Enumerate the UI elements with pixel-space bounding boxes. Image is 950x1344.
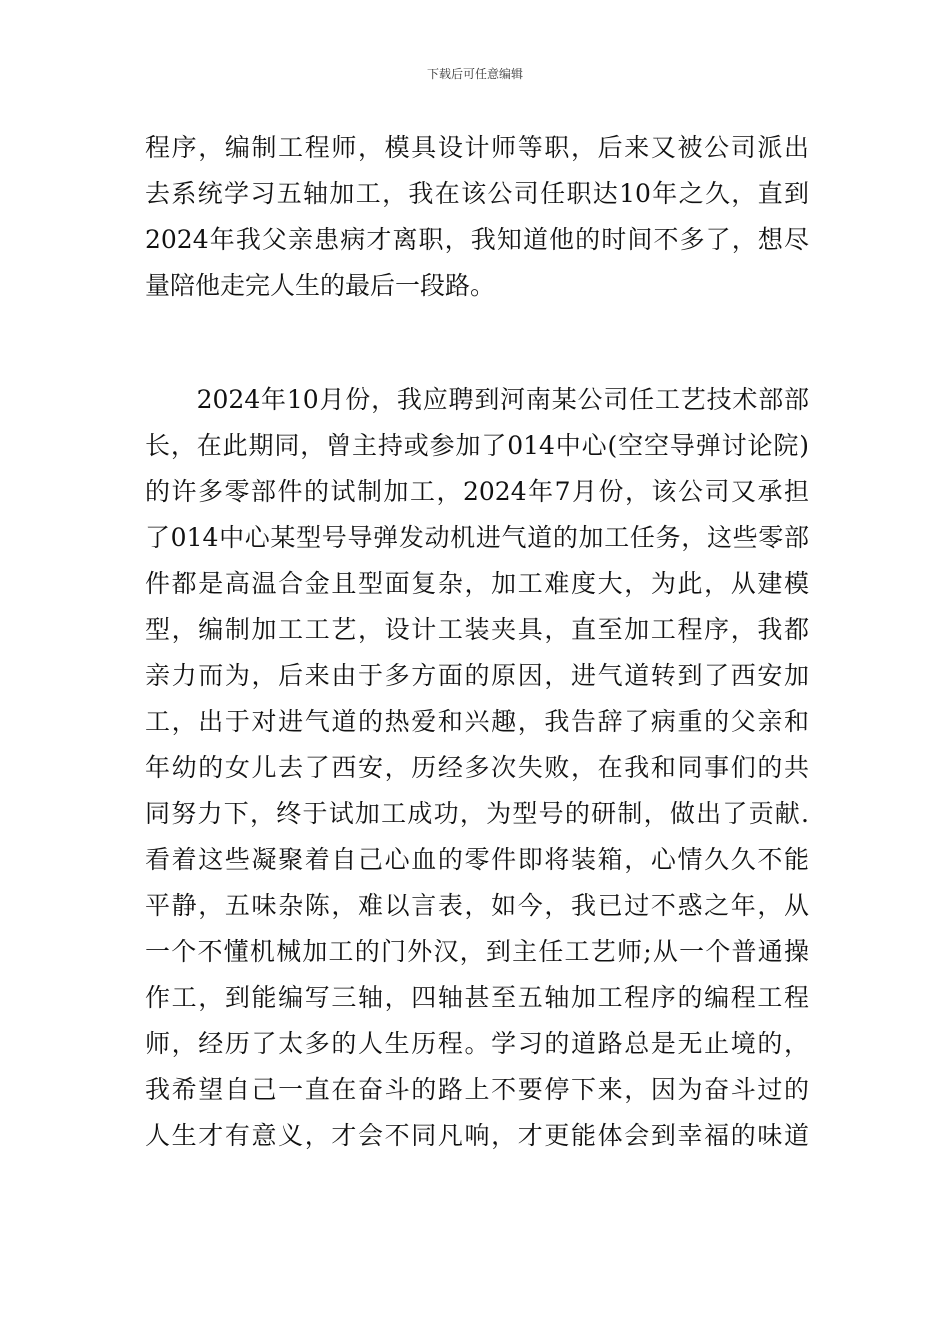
text-line: 了014中心某型号导弹发动机进气道的加工任务，这些零部: [145, 523, 809, 552]
text-line: 量陪他走完人生的最后一段路。: [145, 271, 496, 300]
paragraph-henan-company: [145, 377, 809, 1159]
text-line: 我希望自己一直在奋斗的路上不要停下来，因为奋斗过的: [145, 1075, 809, 1104]
text-line: 程序，编制工程师，模具设计师等职，后来又被公司派出: [145, 133, 809, 162]
paragraph-career-history: [145, 125, 809, 309]
text-line: 师，经历了太多的人生历程。学习的道路总是无止境的，: [145, 1029, 809, 1058]
text-line: 平静，五味杂陈，难以言表，如今，我已过不惑之年，从: [145, 891, 809, 920]
text-line: 看着这些凝聚着自己心血的零件即将装箱，心情久久不能: [145, 845, 809, 874]
text-line: 2024年10月份，我应聘到河南某公司任工艺技术部部: [145, 385, 809, 414]
text-line: 亲力而为，后来由于多方面的原因，进气道转到了西安加: [145, 661, 809, 690]
text-line: 作工，到能编写三轴，四轴甚至五轴加工程序的编程工程: [145, 983, 809, 1012]
text-line: 2024年我父亲患病才离职，我知道他的时间不多了，想尽: [145, 225, 809, 254]
text-line: 工，出于对进气道的热爱和兴趣，我告辞了病重的父亲和: [145, 707, 809, 736]
text-line: 年幼的女儿去了西安，历经多次失败，在我和同事们的共: [145, 753, 809, 782]
text-line: 同努力下，终于试加工成功，为型号的研制，做出了贡献.: [145, 799, 809, 828]
text-line: 长，在此期同，曾主持或参加了014中心(空空导弹讨论院): [145, 431, 809, 460]
page-header: 下载后可任意编辑: [426, 67, 523, 81]
text-line: 件都是高温合金且型面复杂，加工难度大，为此，从建模: [145, 569, 809, 598]
text-line: 的许多零部件的试制加工，2024年7月份，该公司又承担: [145, 477, 809, 506]
text-line: 去系统学习五轴加工，我在该公司任职达10年之久，直到: [145, 179, 809, 208]
text-line: 型，编制加工工艺，设计工装夹具，直至加工程序，我都: [145, 615, 809, 644]
text-line: 一个不懂机械加工的门外汉，到主任工艺师;从一个普通操: [145, 937, 809, 966]
text-line: 人生才有意义，才会不同凡响，才更能体会到幸福的味道: [145, 1121, 809, 1150]
